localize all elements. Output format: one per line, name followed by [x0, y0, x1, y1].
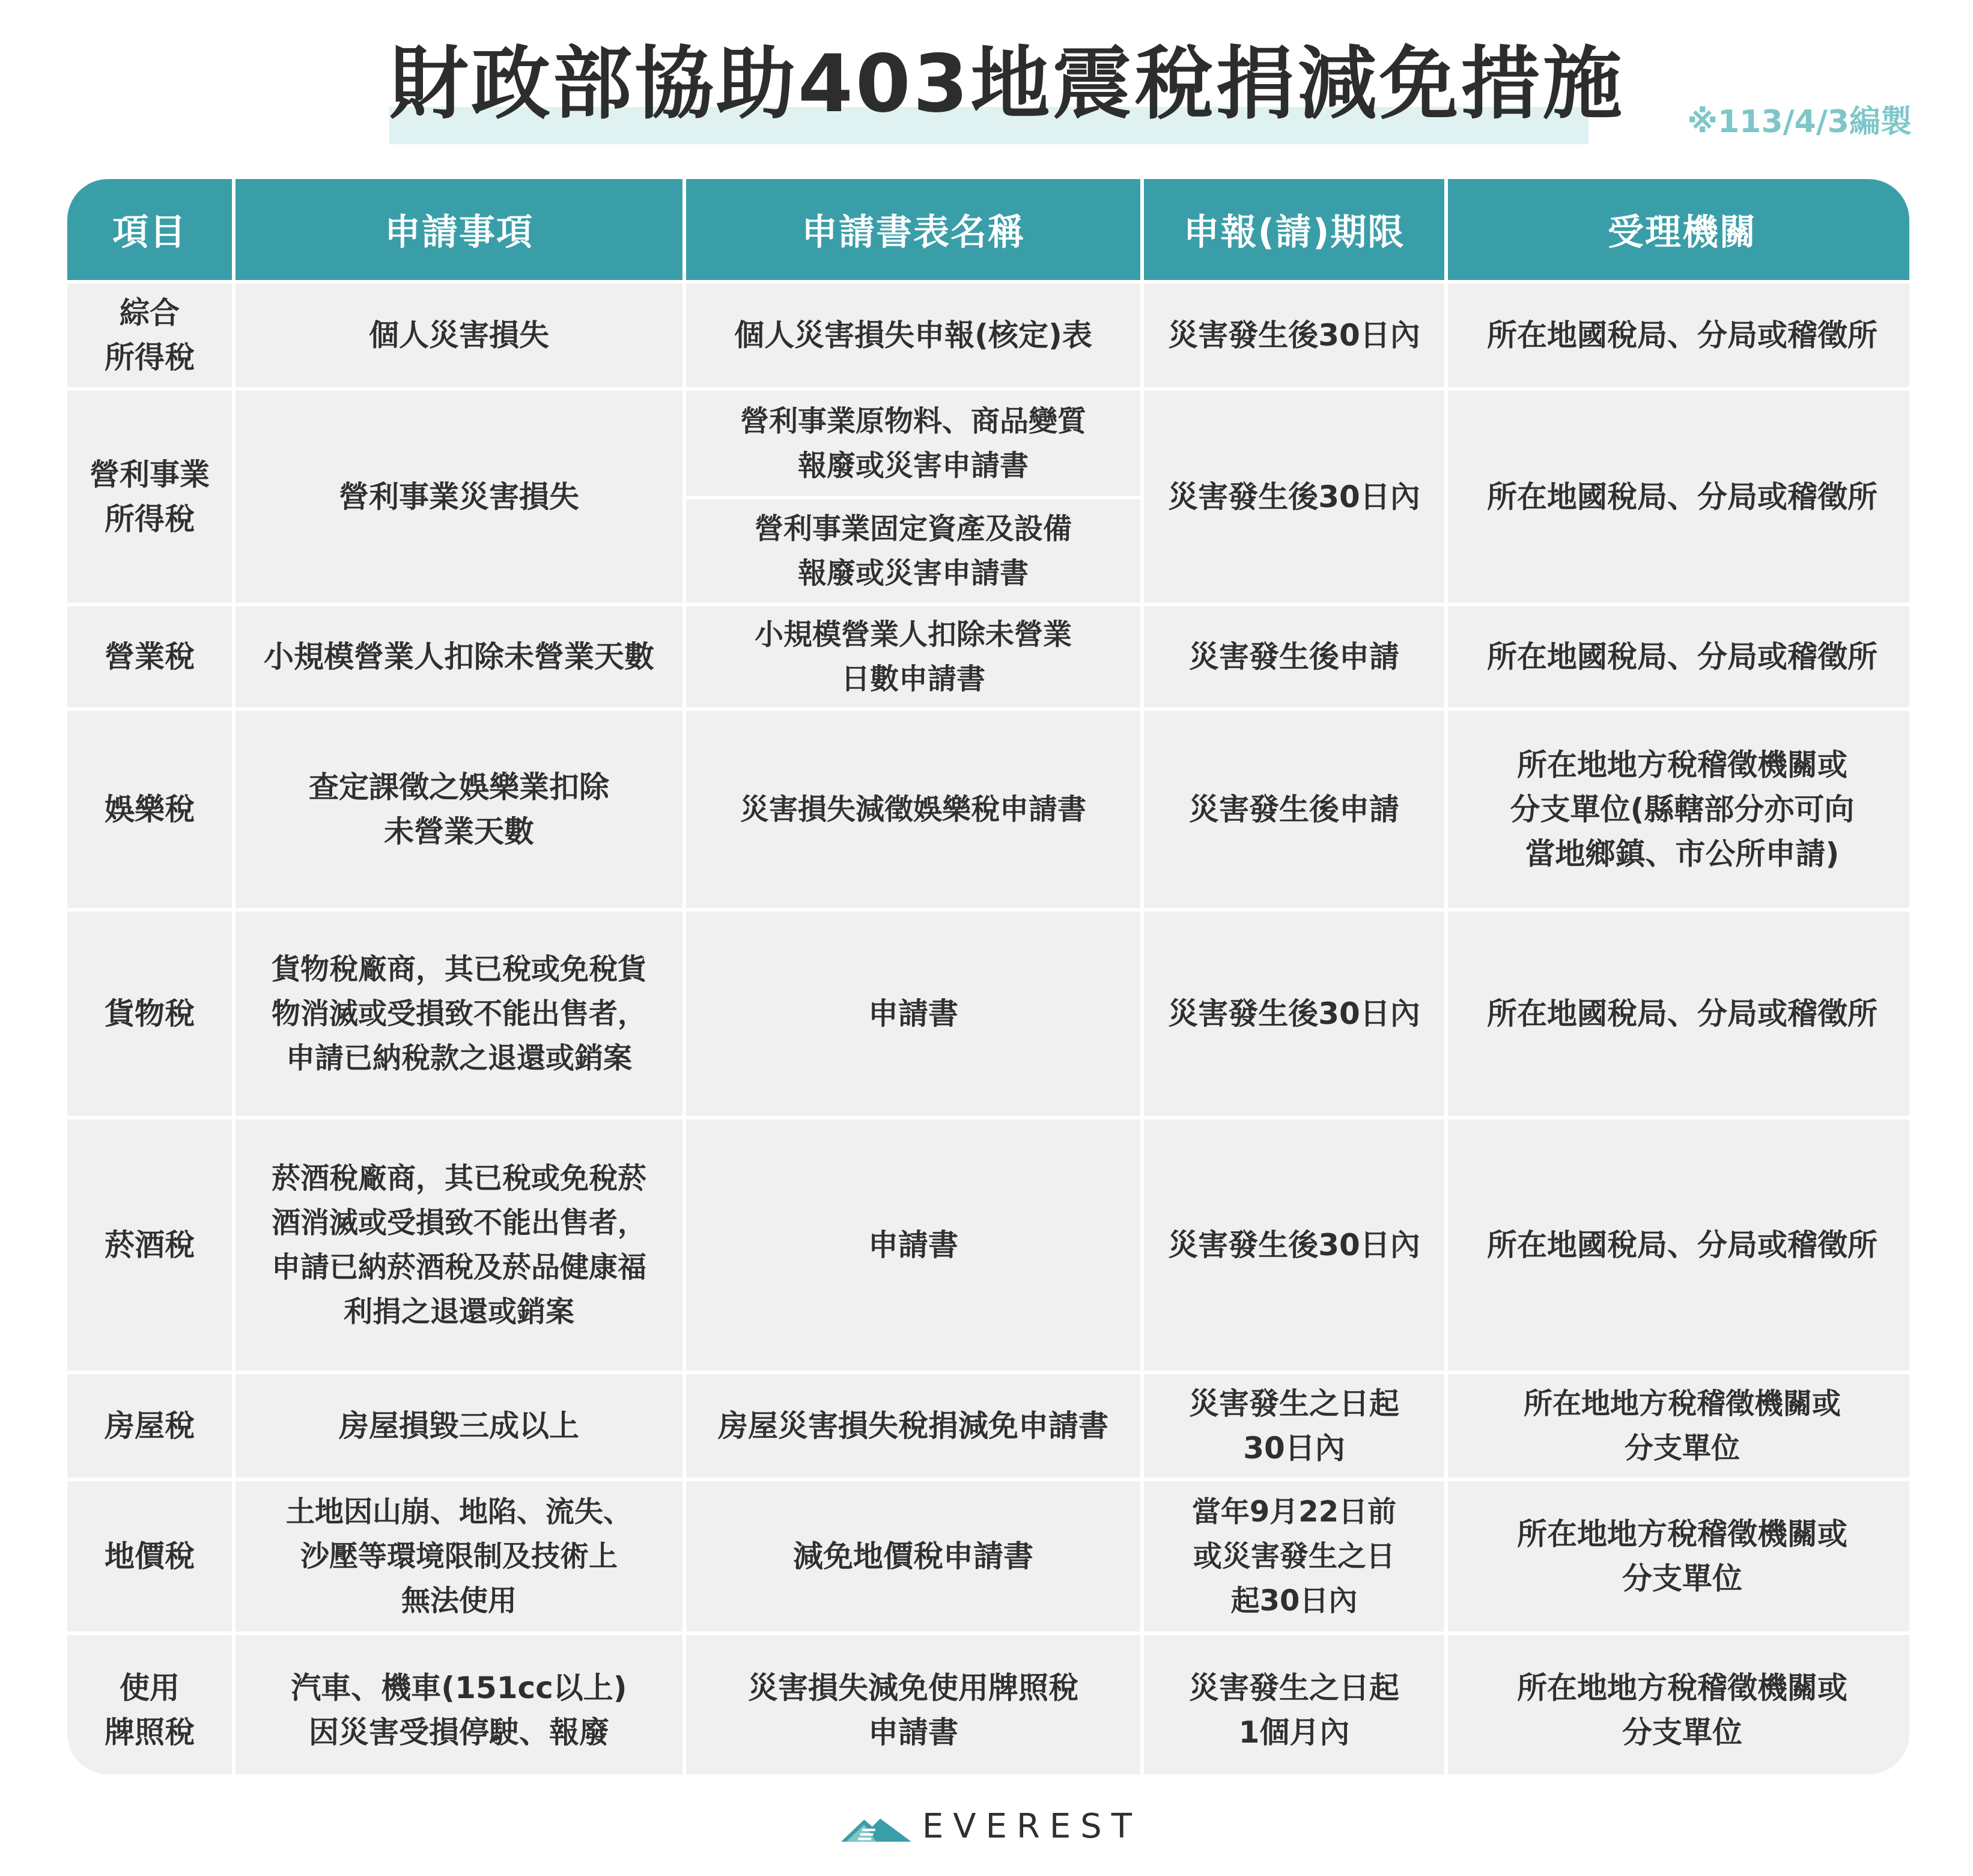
cell-item: 使用 牌照稅 [67, 1635, 232, 1774]
cell-deadline: 災害發生之日起 1個月內 [1144, 1635, 1444, 1774]
cell-matter: 個人災害損失 [236, 284, 682, 387]
cell-matter: 小規模營業人扣除未營業天數 [236, 606, 682, 707]
cell-form: 房屋災害損失稅捐減免申請書 [686, 1374, 1140, 1478]
cell-item: 貨物稅 [67, 912, 232, 1116]
cell-deadline: 當年9月22日前 或災害發生之日 起30日內 [1144, 1481, 1444, 1631]
compiled-date-note: ※113/4/3編製 [1687, 104, 1912, 140]
cell-form: 災害損失減免使用牌照稅 申請書 [686, 1635, 1140, 1774]
header-agency: 受理機關 [1448, 179, 1909, 280]
cell-item: 營利事業 所得稅 [67, 391, 232, 603]
cell-deadline: 災害發生後申請 [1144, 606, 1444, 707]
cell-matter: 營利事業災害損失 [236, 391, 682, 603]
footer-brand [841, 1805, 1142, 1847]
cell-item: 房屋稅 [67, 1374, 232, 1478]
header-deadline: 申報(請)期限 [1144, 179, 1444, 280]
page-title: 財政部協助403地震稅捐減免措施 [389, 38, 1625, 130]
cell-deadline: 災害發生後30日內 [1144, 912, 1444, 1116]
cell-form: 申請書 [686, 1119, 1140, 1371]
cell-form: 小規模營業人扣除未營業 日數申請書 [686, 606, 1140, 707]
cell-item: 營業稅 [67, 606, 232, 707]
cell-item: 綜合 所得稅 [67, 284, 232, 387]
cell-form: 減免地價稅申請書 [686, 1481, 1140, 1631]
title-block [389, 33, 1625, 144]
mountain-logo-icon [841, 1805, 911, 1847]
cell-matter: 房屋損毀三成以上 [236, 1374, 682, 1478]
cell-matter: 土地因山崩、地陷、流失、 沙壓等環境限制及技術上 無法使用 [236, 1481, 682, 1631]
header-matter: 申請事項 [236, 179, 682, 280]
cell-matter: 菸酒稅廠商，其已稅或免稅菸 酒消滅或受損致不能出售者， 申請已納菸酒稅及菸品健康福 利捐之退還或銷案 [236, 1119, 682, 1371]
cell-item: 娛樂稅 [67, 711, 232, 908]
cell-agency: 所在地地方稅稽徵機關或 分支單位 [1448, 1481, 1909, 1631]
cell-form: 營利事業原物料、商品變質 報廢或災害申請書 [686, 391, 1140, 496]
brand-name: EVEREST [922, 1806, 1142, 1846]
cell-agency: 所在地國稅局、分局或稽徵所 [1448, 606, 1909, 707]
cell-item: 菸酒稅 [67, 1119, 232, 1371]
cell-agency: 所在地地方稅稽徵機關或 分支單位 [1448, 1374, 1909, 1478]
cell-deadline: 災害發生之日起 30日內 [1144, 1374, 1444, 1478]
cell-agency: 所在地國稅局、分局或稽徵所 [1448, 284, 1909, 387]
cell-matter: 汽車、機車(151cc以上) 因災害受損停駛、報廢 [236, 1635, 682, 1774]
cell-matter: 貨物稅廠商，其已稅或免稅貨 物消滅或受損致不能出售者， 申請已納稅款之退還或銷案 [236, 912, 682, 1116]
cell-deadline: 災害發生後30日內 [1144, 1119, 1444, 1371]
header-item: 項目 [67, 179, 232, 280]
cell-item: 地價稅 [67, 1481, 232, 1631]
cell-agency: 所在地國稅局、分局或稽徵所 [1448, 391, 1909, 603]
cell-agency: 所在地國稅局、分局或稽徵所 [1448, 1119, 1909, 1371]
cell-agency: 所在地地方稅稽徵機關或 分支單位 [1448, 1635, 1909, 1774]
cell-form: 個人災害損失申報(核定)表 [686, 284, 1140, 387]
cell-agency: 所在地地方稅稽徵機關或 分支單位(縣轄部分亦可向 當地鄉鎮、市公所申請) [1448, 711, 1909, 908]
cell-matter: 查定課徵之娛樂業扣除 未營業天數 [236, 711, 682, 908]
cell-form: 營利事業固定資產及設備 報廢或災害申請書 [686, 499, 1140, 603]
header-form: 申請書表名稱 [686, 179, 1140, 280]
cell-deadline: 災害發生後30日內 [1144, 284, 1444, 387]
cell-deadline: 災害發生後申請 [1144, 711, 1444, 908]
cell-form: 申請書 [686, 912, 1140, 1116]
cell-agency: 所在地國稅局、分局或稽徵所 [1448, 912, 1909, 1116]
cell-form: 災害損失減徵娛樂稅申請書 [686, 711, 1140, 908]
cell-deadline: 災害發生後30日內 [1144, 391, 1444, 603]
tax-relief-table [67, 179, 1909, 1774]
